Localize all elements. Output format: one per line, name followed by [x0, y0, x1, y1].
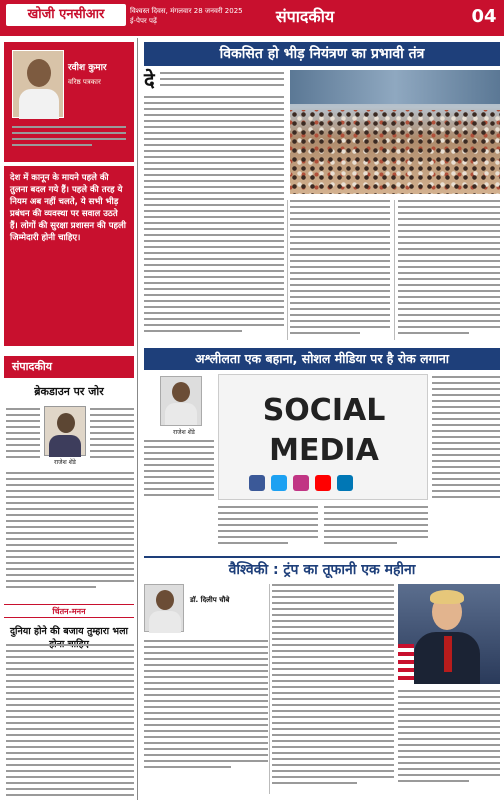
chintan-text-lines [6, 644, 134, 800]
sampadakiya-banner: संपादकीय [4, 356, 134, 378]
left-text-lines-c [6, 472, 134, 592]
author-title: वरिष्ठ पत्रकार [68, 78, 101, 86]
social-image-text-1: SOCIAL [262, 393, 386, 428]
trump-author-photo [144, 584, 184, 632]
author-box [4, 42, 134, 162]
social-media-image [218, 374, 428, 500]
trump-text-lines-c [398, 690, 500, 786]
masthead [0, 0, 504, 36]
trump-photo [398, 584, 500, 684]
author-name: रवीश कुमार [68, 63, 107, 73]
social-text-lines-a [144, 440, 214, 500]
social-media-headline: अश्लीलता एक बहाना, सोशल मीडिया पर है रोक लगाना [144, 348, 500, 370]
trump-text-lines-a [144, 640, 268, 772]
drop-cap: दे [144, 68, 155, 92]
social-byline: राजेश शेंडे [173, 429, 195, 436]
social-icons [249, 475, 399, 493]
social-image-text-2: MEDIA [269, 433, 379, 468]
trump-text-lines-b [272, 584, 394, 788]
chintan-label: चिंतन-मनन [4, 604, 134, 618]
facebook-icon [249, 475, 265, 491]
linkedin-icon [337, 475, 353, 491]
chintan-headline: दुनिया होने की बजाय तुम्हारा भला [10, 626, 128, 637]
newspaper-logo: खोजी एनसीआर [6, 4, 126, 26]
epaper-link[interactable]: ई-पेपर पढ़ें [130, 17, 157, 25]
section-title: संपादकीय [275, 7, 335, 26]
author-photo [12, 50, 64, 118]
issue-date: विश्वस्त दिवस, मंगलवार 28 जनवरी 2025 [130, 7, 243, 15]
pull-quote: देश में कानून के मायने पहले की तुलना बदल गये हैं। पहले की तरह ये नियम अब नहीं चलते, ये सभी भीड़ प्रबंधन की व्यवस्था पर सवाल उठते हैं। लोगों की सुरक्षा प्रशासन की पहली जिम्मेदारी होनी चाहिए। [4, 166, 134, 346]
left-text-lines-a [6, 408, 40, 462]
left-author-caption: राजेश शेंडे [54, 459, 76, 466]
social-author-photo [160, 376, 202, 426]
main-text-lines-c [398, 200, 500, 338]
youtube-icon [315, 475, 331, 491]
trump-byline: डॉ. दिलीप चौबे [190, 596, 230, 604]
trump-headline: वैश्विकी : ट्रंप का तूफानी एक महीना [144, 556, 500, 580]
main-text-lines-intro [160, 72, 284, 90]
social-text-lines-d [324, 506, 428, 548]
masthead-info [130, 6, 243, 26]
author-text-lines [12, 126, 126, 150]
crowd-photo [290, 70, 500, 194]
left-author-photo [44, 406, 86, 456]
main-text-lines-b [290, 200, 390, 338]
twitter-icon [271, 475, 287, 491]
left-column [0, 38, 138, 800]
social-text-lines-c [218, 506, 318, 548]
main-headline: विकसित हो भीड़ नियंत्रण का प्रभावी तंत्र [144, 42, 500, 66]
social-text-lines-b [432, 376, 500, 502]
page-number: 04 [471, 6, 497, 27]
main-text-lines-a [144, 96, 284, 336]
instagram-icon [293, 475, 309, 491]
left-text-lines-b [90, 408, 134, 462]
left-headline: ब्रेकडाउन पर जोर [34, 385, 104, 398]
